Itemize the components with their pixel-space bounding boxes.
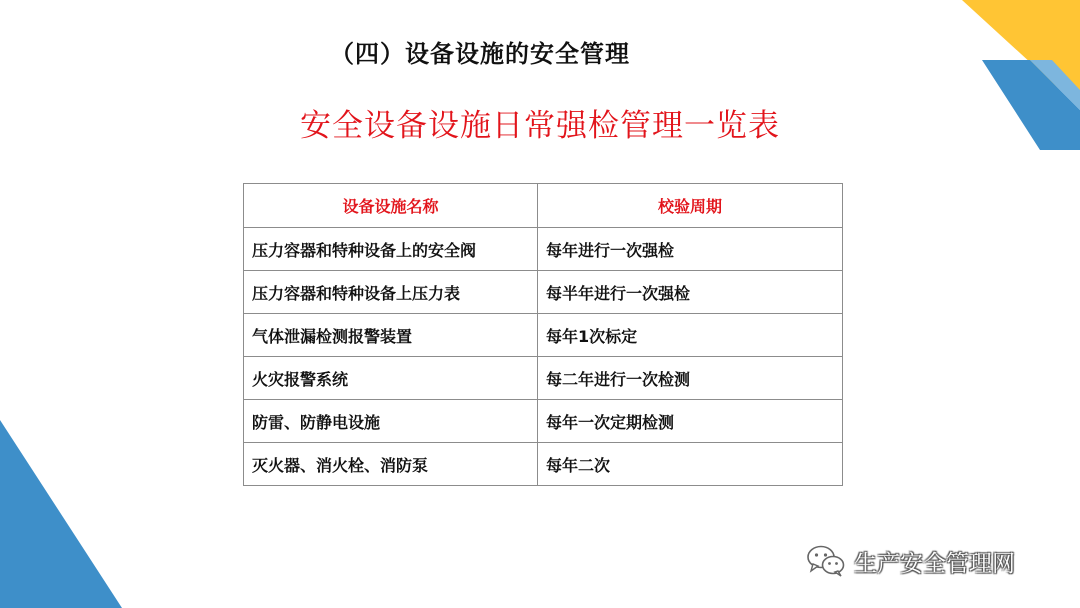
period-cell: 每年一次定期检测 (538, 400, 843, 443)
table-row (244, 271, 843, 314)
slide-heading: （四）设备设施的安全管理 (330, 40, 630, 68)
equipment-cell: 灭火器、消火栓、消防泵 (244, 443, 538, 486)
equipment-cell: 防雷、防静电设施 (244, 400, 538, 443)
watermark (806, 541, 1015, 581)
table-title: 安全设备设施日常强检管理一览表 (300, 108, 780, 144)
period-cell: 每二年进行一次检测 (538, 357, 843, 400)
period-cell: 每年进行一次强检 (538, 228, 843, 271)
equipment-cell: 气体泄漏检测报警装置 (244, 314, 538, 357)
table-row (244, 443, 843, 486)
period-cell: 每年二次 (538, 443, 843, 486)
table-row (244, 314, 843, 357)
column-header-period: 校验周期 (538, 184, 843, 228)
table-header-row (244, 184, 843, 228)
column-header-equipment: 设备设施名称 (244, 184, 538, 228)
equipment-cell: 压力容器和特种设备上压力表 (244, 271, 538, 314)
inspection-schedule-table (243, 183, 843, 486)
watermark-text: 生产安全管理网 (854, 550, 1015, 577)
bottom-left-blue-triangle (0, 420, 122, 608)
table-row (244, 357, 843, 400)
equipment-cell: 火灾报警系统 (244, 357, 538, 400)
period-cell: 每半年进行一次强检 (538, 271, 843, 314)
table-row (244, 228, 843, 271)
equipment-cell: 压力容器和特种设备上的安全阀 (244, 228, 538, 271)
table-row (244, 400, 843, 443)
period-cell: 每年1次标定 (538, 314, 843, 357)
wechat-icon (806, 544, 846, 578)
